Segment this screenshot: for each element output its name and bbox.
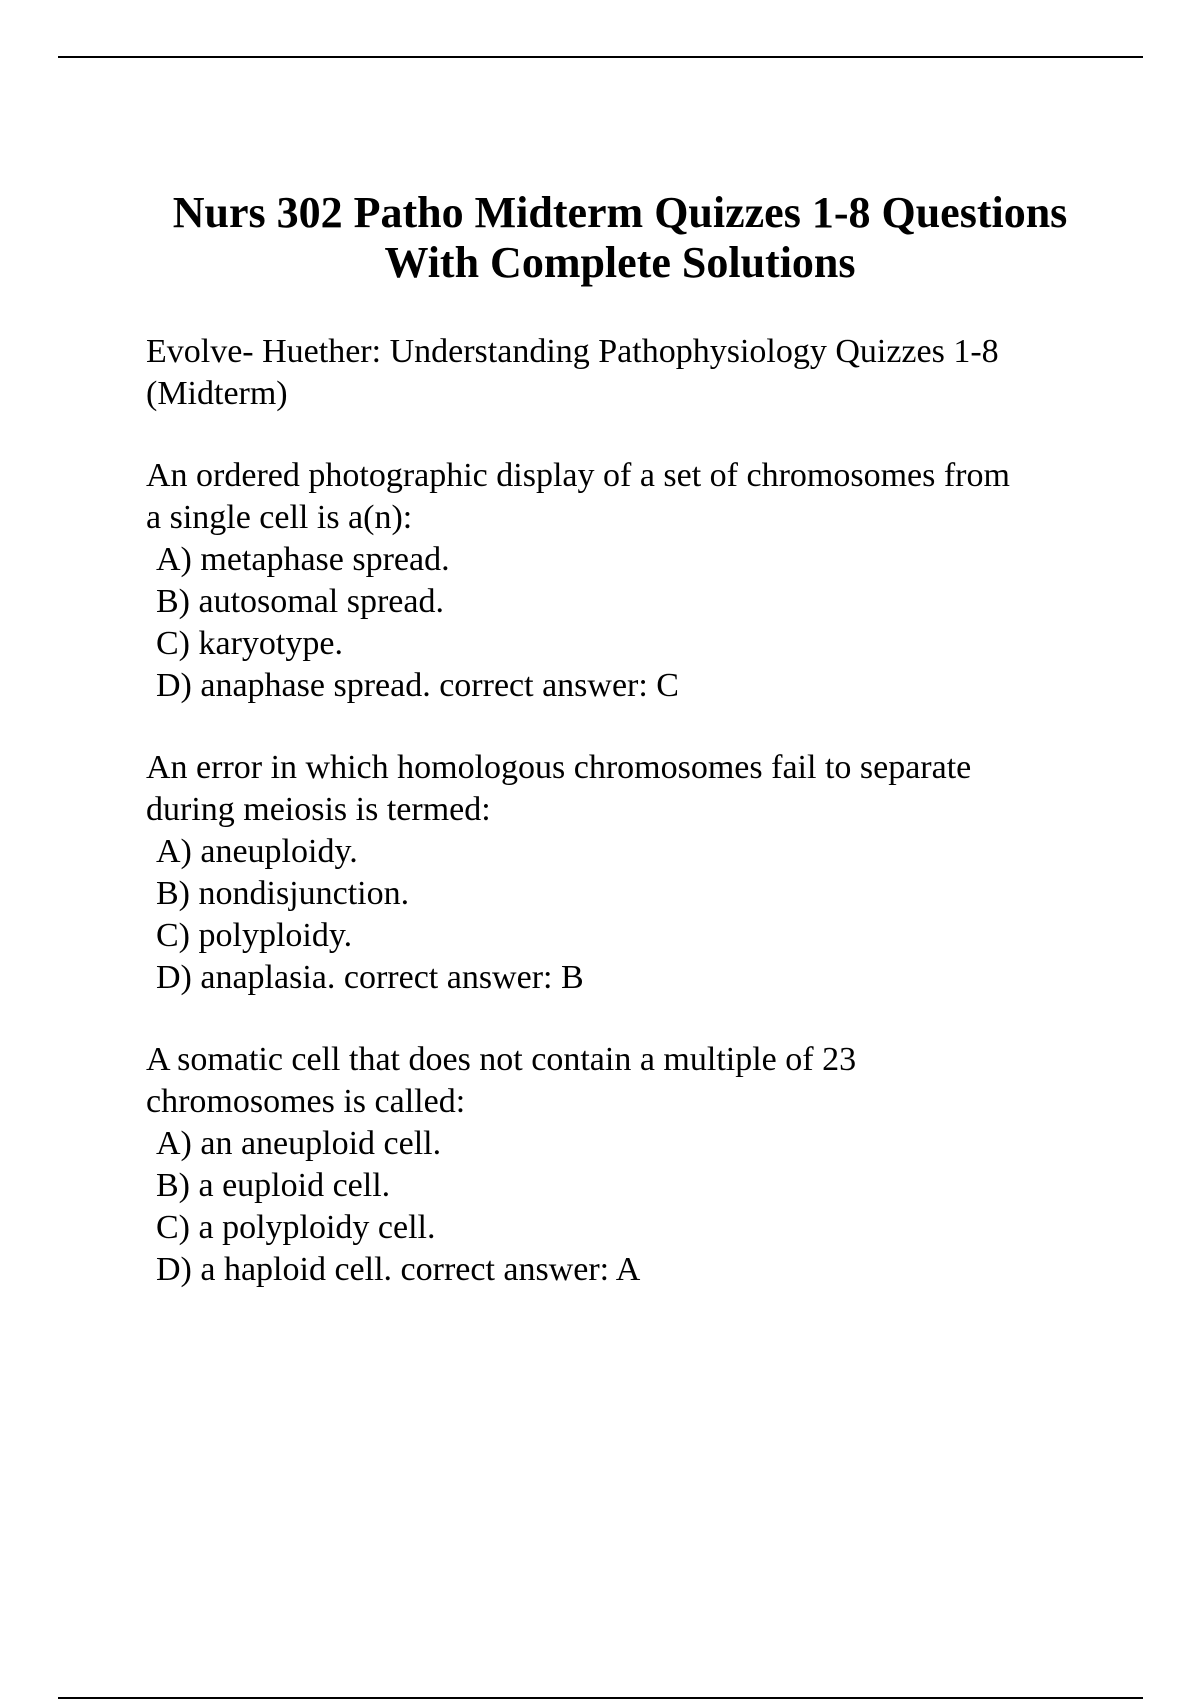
subtitle-line: Evolve- Huether: Understanding Pathophysiology Quizzes 1-8: [146, 333, 999, 370]
question-2: [146, 747, 1146, 999]
question-stem-line: a single cell is a(n):: [146, 499, 413, 536]
document-title-line: With Complete Solutions: [384, 238, 856, 287]
answer-option: A) metaphase spread.: [156, 541, 450, 578]
question-stem-line: A somatic cell that does not contain a multiple of 23: [146, 1041, 857, 1078]
document-title: [60, 188, 1180, 288]
question-stem-line: chromosomes is called:: [146, 1083, 466, 1120]
answer-option: B) autosomal spread.: [156, 583, 444, 620]
answer-option: C) polyploidy.: [156, 917, 353, 954]
answer-option: B) nondisjunction.: [156, 875, 410, 912]
top-rule: [58, 56, 1143, 58]
document-body: [146, 331, 1146, 1331]
question-stem-line: An error in which homologous chromosomes fail to separate: [146, 749, 972, 786]
question-stem-line: during meiosis is termed:: [146, 791, 491, 828]
answer-option-with-correct-answer: D) anaphase spread. correct answer: C: [156, 667, 679, 704]
subtitle-line: (Midterm): [146, 375, 288, 412]
question-stem-line: An ordered photographic display of a set of chromosomes from: [146, 457, 1010, 494]
question-3: [146, 1039, 1146, 1291]
answer-option: B) a euploid cell.: [156, 1167, 391, 1204]
answer-option: A) an aneuploid cell.: [156, 1125, 442, 1162]
answer-option: A) aneuploidy.: [156, 833, 358, 870]
bottom-rule: [58, 1697, 1143, 1699]
answer-option: C) a polyploidy cell.: [156, 1209, 436, 1246]
document-title-line: Nurs 302 Patho Midterm Quizzes 1-8 Questions: [172, 188, 1068, 237]
document-subtitle: [146, 331, 1146, 415]
question-1: [146, 455, 1146, 707]
answer-option-with-correct-answer: D) a haploid cell. correct answer: A: [156, 1251, 641, 1288]
answer-option-with-correct-answer: D) anaplasia. correct answer: B: [156, 959, 584, 996]
answer-option: C) karyotype.: [156, 625, 343, 662]
